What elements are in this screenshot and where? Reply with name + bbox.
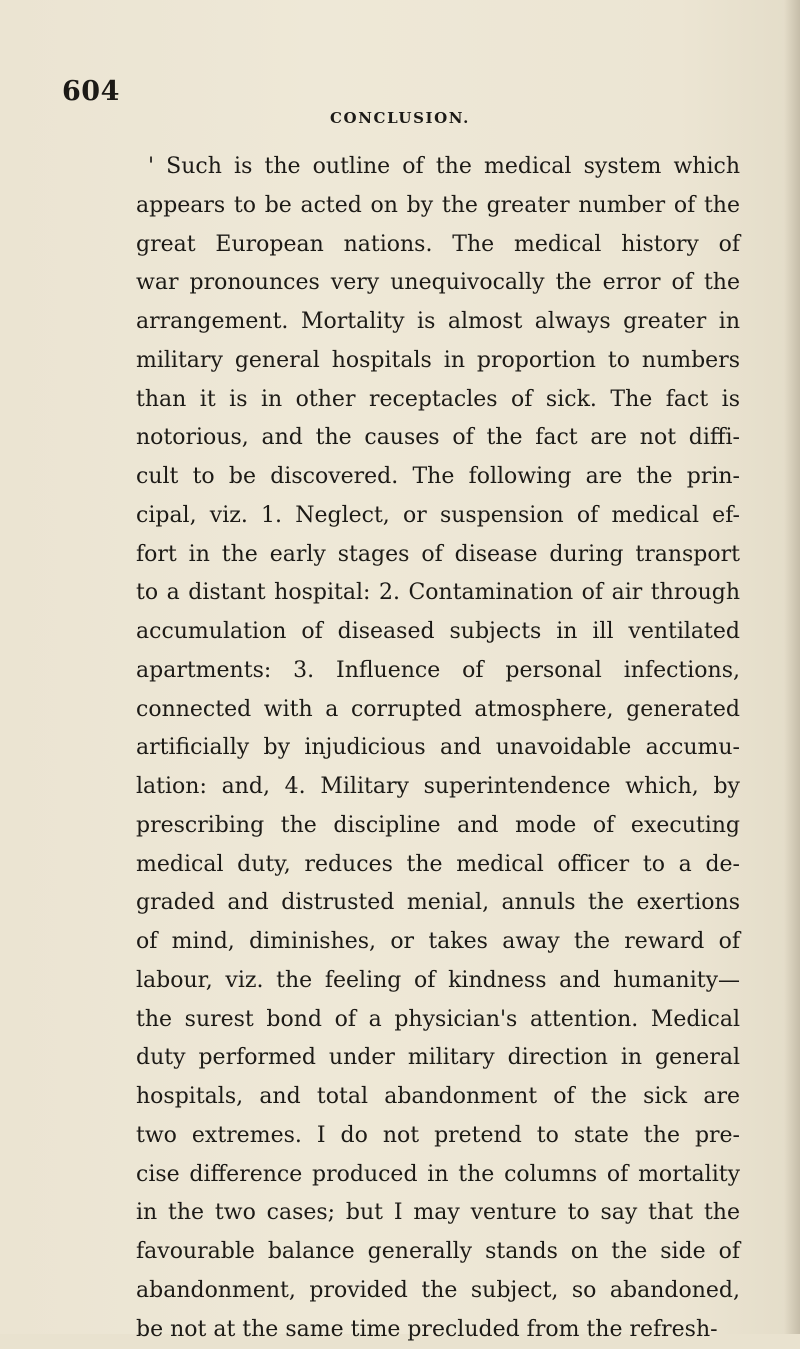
text-line: hospitals, and total abandonment of the sick are [136, 1078, 740, 1117]
text-line: cult to be discovered. The following are the prin- [136, 458, 740, 497]
text-line: to a distant hospital: 2. Contamination of air through [136, 574, 740, 613]
text-line: favourable balance generally stands on the side of [136, 1233, 740, 1272]
text-line: than it is in other receptacles of sick. The fact is [136, 381, 740, 420]
text-line: accumulation of diseased subjects in ill ventilated [136, 613, 740, 652]
text-line: ' Such is the outline of the medical system which [136, 148, 740, 187]
text-line: appears to be acted on by the greater number of the [136, 187, 740, 226]
text-line: graded and distrusted menial, annuls the exertions [136, 884, 740, 923]
text-line: in the two cases; but I may venture to say that the [136, 1194, 740, 1233]
text-line: cise difference produced in the columns of mortality [136, 1156, 740, 1195]
running-head: CONCLUSION. [0, 109, 800, 127]
text-line: artificially by injudicious and unavoidable accumu- [136, 729, 740, 768]
page-number: 604 [62, 76, 120, 107]
text-line: labour, viz. the feeling of kindness and humanity— [136, 962, 740, 1001]
text-line: fort in the early stages of disease during transport [136, 536, 740, 575]
text-line: apartments: 3. Influence of personal infections, [136, 652, 740, 691]
text-line: medical duty, reduces the medical officer to a de- [136, 846, 740, 885]
body-text [136, 148, 740, 1349]
text-line: of mind, diminishes, or takes away the reward of [136, 923, 740, 962]
text-line: duty performed under military direction in general [136, 1039, 740, 1078]
text-line: lation: and, 4. Military superintendence which, by [136, 768, 740, 807]
text-line: great European nations. The medical history of [136, 226, 740, 265]
text-line: two extremes. I do not pretend to state the pre- [136, 1117, 740, 1156]
text-line: be not at the same time precluded from the refresh- [136, 1311, 740, 1349]
text-line: abandonment, provided the subject, so abandoned, [136, 1272, 740, 1311]
page-edge-shadow [784, 0, 800, 1334]
text-line: notorious, and the causes of the fact are not diffi- [136, 419, 740, 458]
text-line: military general hospitals in proportion to numbers [136, 342, 740, 381]
text-line: prescribing the discipline and mode of executing [136, 807, 740, 846]
text-line: arrangement. Mortality is almost always greater in [136, 303, 740, 342]
text-line: the surest bond of a physician's attention. Medical [136, 1001, 740, 1040]
text-line: war pronounces very unequivocally the error of the [136, 264, 740, 303]
text-line: cipal, viz. 1. Neglect, or suspension of medical ef- [136, 497, 740, 536]
text-line: connected with a corrupted atmosphere, generated [136, 691, 740, 730]
